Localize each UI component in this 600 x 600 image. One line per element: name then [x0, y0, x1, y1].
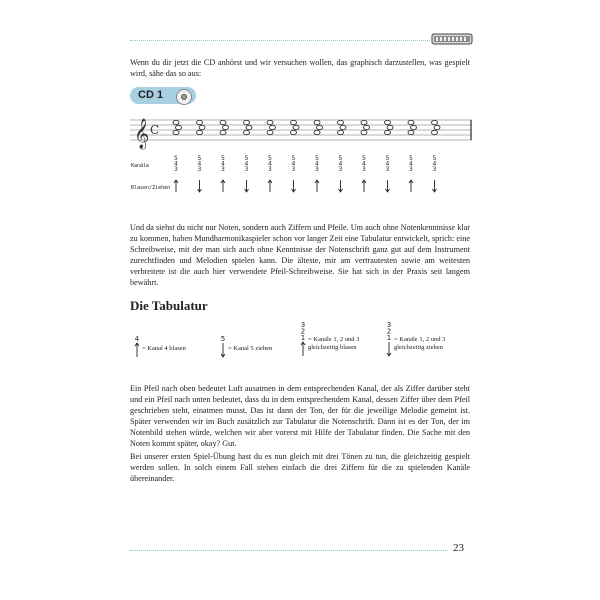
note-head — [220, 120, 226, 124]
tab-digit: 1 — [386, 334, 392, 342]
note-head — [338, 130, 344, 134]
note-head — [432, 130, 438, 134]
note-head — [408, 120, 414, 124]
note-head — [314, 130, 320, 134]
note-head — [197, 120, 203, 124]
channel-digit: 4 — [362, 160, 366, 168]
note-head — [173, 130, 179, 134]
staff-lines — [130, 120, 472, 140]
channel-digit: 4 — [197, 160, 202, 168]
channel-digit: 3 — [197, 166, 202, 173]
note-head — [291, 120, 297, 124]
note-head — [291, 130, 297, 134]
note-head — [411, 125, 417, 129]
channel-digit: 3 — [268, 166, 272, 173]
time-signature: C — [150, 123, 160, 137]
channel-digit: 5 — [197, 155, 202, 162]
channel-digit: 5 — [244, 155, 249, 162]
tab-caption-1: = Kanal 4 blasen — [142, 345, 186, 352]
tab-digit: 1 — [300, 334, 306, 342]
channel-digits — [174, 155, 437, 173]
note-head — [317, 125, 323, 129]
note-head — [220, 130, 226, 134]
channel-digit: 3 — [244, 166, 249, 173]
tab-digit: 3 — [386, 321, 392, 329]
tab-caption-3-line-1: = Kanäle 1, 2 und 3 — [308, 336, 360, 343]
channel-digit: 3 — [409, 166, 413, 173]
channel-digit: 5 — [174, 155, 178, 162]
note-head — [244, 120, 250, 124]
note-head — [199, 125, 205, 129]
channel-digit: 3 — [315, 166, 319, 173]
channel-digit: 5 — [409, 155, 413, 162]
note-head — [361, 130, 367, 134]
bottom-divider — [130, 550, 448, 551]
paragraph-1: Und da siehst du nicht nur Noten, sondern auch Ziffern und Pfeile. Um auch ohne Notenkenntnisse klar zu kommen, haben Mundharmonikaspieler schon vor langer Zeit eine Tabulatur entwickelt, sprich: eine Schreibweise, mit der man sich auch ohne Kenntnisse der Notenschrift ganz gut auf dem Instrument zurechtfinden und Melodien spielen kann. Die älteste, mir am vertrautesten sowie am weitesten verbreitete ist die auch hier verwendete Pfeil-Schreibweise. Sie hat sich in der Praxis seit langem bewährt. — [130, 223, 470, 287]
section-heading: Die Tabulatur — [130, 298, 208, 313]
tab-digit: 4 — [134, 335, 140, 343]
note-head — [267, 120, 273, 124]
note-head — [338, 120, 344, 124]
note-head — [270, 125, 276, 129]
note-head — [364, 125, 370, 129]
tab-digit: 2 — [386, 327, 392, 336]
channel-digit: 4 — [244, 160, 249, 168]
note-head — [385, 130, 391, 134]
channel-digit: 5 — [432, 155, 437, 162]
harmonica-icon — [431, 32, 473, 46]
channel-digit: 5 — [338, 155, 343, 162]
note-head — [408, 130, 414, 134]
paragraph-3: Bei unserer ersten Spiel-Übung hast du es nun gleich mit drei Tönen zu tun, die gleichzeitig gespielt werden sollen. In solch einem Fall stehen einfach die drei Ziffern für die zu spielenden Kanäle übereinander. — [130, 452, 470, 483]
channel-digit: 3 — [174, 166, 178, 173]
note-head — [314, 120, 320, 124]
note-head — [361, 120, 367, 124]
row-label-channels: Kanäle — [131, 163, 150, 169]
note-head — [385, 120, 391, 124]
cd-label: CD 1 — [138, 89, 164, 101]
chord-notes — [173, 120, 440, 134]
channel-digit: 5 — [268, 155, 272, 162]
channel-digit: 3 — [432, 166, 437, 173]
channel-digit: 3 — [338, 166, 343, 173]
channel-digit: 4 — [409, 160, 413, 168]
note-head — [434, 125, 440, 129]
top-divider — [130, 40, 430, 41]
note-head — [223, 125, 229, 129]
row-label-blow-draw: Blasen/Ziehen — [131, 185, 171, 191]
cd-icon — [176, 89, 192, 105]
channel-digit: 5 — [291, 155, 296, 162]
tab-digit: 5 — [220, 335, 226, 343]
tab-caption-2: = Kanal 5 ziehen — [228, 345, 273, 352]
channel-digit: 3 — [221, 166, 225, 173]
channel-digit: 5 — [221, 155, 225, 162]
breath-arrows — [174, 180, 437, 192]
note-head — [173, 120, 179, 124]
note-head — [340, 125, 346, 129]
channel-digit: 3 — [291, 166, 296, 173]
tab-caption-3-line-2: gleichzeitig blasen — [308, 344, 357, 351]
note-head — [387, 125, 393, 129]
tab-caption-4-line-1: = Kanäle 1, 2 und 3 — [394, 336, 446, 343]
channel-digit: 4 — [221, 160, 225, 168]
channel-digit: 5 — [385, 155, 390, 162]
channel-digit: 5 — [315, 155, 319, 162]
tab-digit: 3 — [300, 321, 306, 329]
channel-digit: 4 — [385, 160, 390, 168]
channel-digit: 4 — [174, 160, 178, 168]
tab-digit: 2 — [300, 327, 306, 336]
intro-paragraph: Wenn du dir jetzt die CD anhörst und wir versuchen wollen, das graphisch darzustellen, was gespielt wird, sähe das so aus: — [130, 58, 470, 78]
note-head — [293, 125, 299, 129]
channel-digit: 4 — [291, 160, 296, 168]
note-head — [244, 130, 250, 134]
channel-digit: 4 — [432, 160, 437, 168]
channel-digit: 4 — [268, 160, 272, 168]
channel-digit: 3 — [362, 166, 366, 173]
note-head — [176, 125, 182, 129]
paragraph-2: Ein Pfeil nach oben bedeutet Luft ausatmen in dem entsprechenden Kanal, der als Ziffer darüber steht und ein Pfeil nach unten bedeutet, dass du in dem entsprechendem Kanal, dessen Ziffer über dem Pfeil geschrieben steht, einatmen musst. Das ist dann der Ton, der für die jeweilige Melodie gemeint ist. Später verwenden wir im Buch zusätzlich zur Tabulatur die Notenschrift. Dann ist es der Ton, der im Notenbild stehen würde, welchen wir aber vorerst mit Hilfe der Tabulatur finden. Die Sache mit den Noten kommt später, okay? Gut. — [130, 384, 470, 448]
channel-digit: 5 — [362, 155, 366, 162]
channel-digit: 3 — [385, 166, 390, 173]
tab-caption-4-line-2: gleichzeitig ziehen — [394, 344, 443, 351]
music-notation — [128, 108, 478, 198]
note-head — [197, 130, 203, 134]
note-head — [432, 120, 438, 124]
channel-digit: 4 — [315, 160, 319, 168]
page-number: 23 — [453, 542, 464, 554]
tab-caption-4 — [394, 336, 445, 352]
treble-clef-icon: 𝄞 — [134, 119, 150, 149]
note-head — [267, 130, 273, 134]
note-head — [246, 125, 252, 129]
tab-caption-3 — [308, 336, 359, 352]
channel-digit: 4 — [338, 160, 343, 168]
